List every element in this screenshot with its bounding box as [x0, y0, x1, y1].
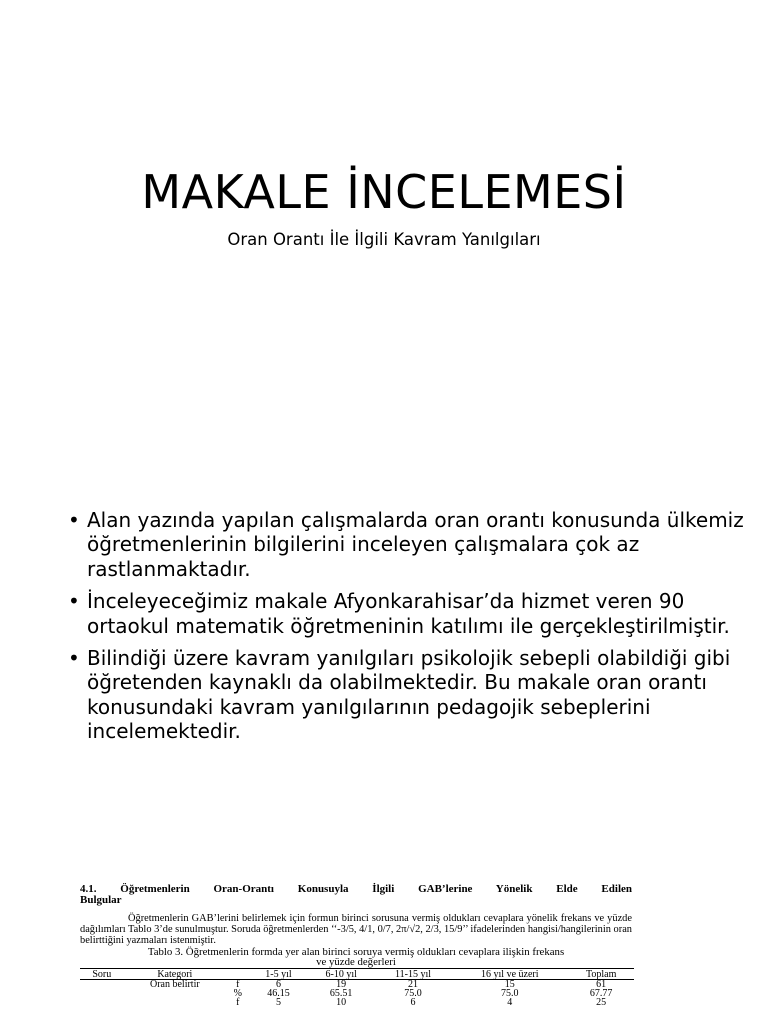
table-cell: 6	[275, 979, 281, 990]
bullet-list	[68, 508, 748, 752]
table-cell: Oran belirtir	[149, 979, 200, 990]
table-cell: 46.15	[267, 988, 290, 999]
table-cell	[124, 998, 226, 1007]
table-cell	[80, 980, 124, 990]
table-cell: f	[236, 979, 240, 990]
bullet-item	[68, 508, 748, 581]
table-header-cell: 16 yıl ve üzeri	[451, 969, 568, 980]
table-cell: 61	[596, 979, 607, 990]
table-cell: 75.0	[501, 988, 519, 999]
table-cell: 4	[507, 997, 513, 1008]
paper-section-heading: 4.1. Öğretmenlerin Oran-Orantı Konusuyla İlgili GAB’lerine Yönelik Elde Edilen	[80, 883, 632, 895]
table-header-cell: Soru	[80, 969, 124, 980]
table-header-cell: Kategori	[124, 969, 226, 980]
table-cell: 25	[596, 997, 607, 1008]
table-cell: f	[236, 997, 240, 1008]
table-row	[80, 989, 634, 998]
bullet-text: Bilindiği üzere kavram yanılgıları psikolojik sebepli olabildiği gibi öğretenden kaynaklı da olabilmektedir. Bu makale oran orantı konusundaki kavram yanılgılarının pedagojik sebeplerini incelemektedir.	[87, 646, 731, 744]
table-cell: 5	[275, 997, 281, 1008]
table-header-cell	[226, 969, 250, 980]
table-header-cell: 11-15 yıl	[375, 969, 451, 980]
table-cell: 67.77	[589, 988, 613, 999]
table-cell: 21	[408, 979, 419, 990]
bullet-text: İnceleyeceğimiz makale Afyonkarahisar’da hizmet veren 90 ortaokul matematik öğretmeninin katılımı ile gerçekleştirilmiştir.	[87, 589, 730, 638]
paper-excerpt-image	[80, 884, 632, 1007]
table-cell	[80, 998, 124, 1007]
bullet-dot: •	[68, 646, 80, 671]
table-cell: 10	[336, 997, 347, 1008]
table-header-cell: Toplam	[568, 969, 634, 980]
bullet-dot: •	[68, 508, 80, 532]
slide-subtitle: Oran Orantı İle İlgili Kavram Yanılgıları	[227, 230, 541, 249]
table-caption-cont: ve yüzde değerleri	[316, 956, 396, 968]
bullet-item	[68, 646, 748, 744]
bullet-text: Alan yazında yapılan çalışmalarda oran orantı konusunda ülkemiz öğretmenlerinin bilgilerini inceleyen çalışmalara çok az rastlanmaktadır.	[87, 508, 744, 581]
frequency-table	[80, 968, 634, 1007]
bullet-dot: •	[68, 589, 80, 614]
table-cell: 19	[336, 979, 347, 990]
table-cell: 75.0	[404, 988, 422, 999]
slide-title: MAKALE İNCELEMESİ	[141, 165, 627, 219]
table-row	[80, 980, 634, 990]
table-header-cell: 6-10 yıl	[307, 969, 374, 980]
paper-section-heading-cont: Bulgular	[80, 894, 122, 906]
table-caption: Tablo 3. Öğretmenlerin formda yer alan birinci soruya vermiş oldukları cevaplara ilişkin frekans	[147, 946, 565, 958]
table-cell: 6	[410, 997, 416, 1008]
table-header-cell: 1-5 yıl	[250, 969, 308, 980]
table-header-row	[80, 969, 634, 980]
table-row	[80, 998, 634, 1007]
table-cell	[80, 989, 124, 998]
bullet-item	[68, 589, 748, 638]
table-cell: %	[233, 988, 242, 999]
paper-paragraph: Öğretmenlerin GAB’lerini belirlemek için formun birinci sorusuna vermiş oldukları cevaplara yönelik frekans ve yüzde dağılımları Tablo 3’de sunulmuştur. Soruda öğretmenlerden ‘‘-3/5, 4/1, 0/7, 2π/√2, 2/3, 15/9’’ ifadelerinden hangisi/hangilerinin oran belirttiğini yazmaları istenmiştir.	[80, 913, 632, 946]
table-cell: 65.51	[329, 988, 353, 999]
table-cell: 15	[504, 979, 515, 990]
table-cell	[124, 989, 226, 998]
